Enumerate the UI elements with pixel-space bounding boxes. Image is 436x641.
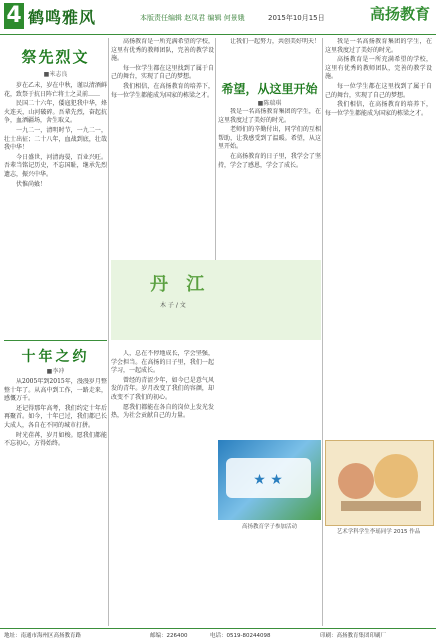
article-column-2 <box>111 38 214 258</box>
article-paragraph: 高扬教育是一所充满希望的学校，这里有优秀的教师团队，完善的教学设施。 <box>325 56 432 81</box>
article-paragraph: 从2005年到2015年，漫漫岁月整整十年了。从高中到工作，一路走来，感慨万千。 <box>4 378 107 403</box>
footer-postcode: 邮编：226400 <box>150 633 188 639</box>
article-paragraph: 时光荏苒，岁月如梭。愿我们都能不忘初心，方得始终。 <box>4 431 107 448</box>
article-paragraph: 让我们一起努力，共创美好明天！ <box>230 38 321 45</box>
artwork-label: 艺术学科学生李瑶同学 2015 作品 <box>336 529 421 535</box>
section-divider <box>4 340 107 341</box>
footer-phone: 电话：0519-80244098 <box>210 633 271 639</box>
article-paragraph: 愿我们都能在各自的岗位上发光发热，为社会贡献自己的力量。 <box>111 403 214 420</box>
article-paragraph: 岁在乙未，岁在中秋，谨以清酒鲜花，致祭于抗日阵亡将士之灵前…… <box>4 82 107 98</box>
poem-banner <box>111 260 321 340</box>
article-paragraph: 在高扬教育的日子里，我学会了坚持，学会了感恩，学会了成长。 <box>218 152 321 169</box>
artwork-illustration <box>326 441 433 525</box>
article-paragraph: 伏惟尚飨！ <box>16 180 47 188</box>
lower-article-col <box>111 350 214 422</box>
page-number: 4 <box>4 3 24 29</box>
article-paragraph: 人，总在不停地成长，学会坚强，学会担当。在高扬的日子里，我们一起学习，一起成长。 <box>111 350 214 375</box>
article-body <box>218 108 321 256</box>
masthead <box>0 0 436 35</box>
article-title: 十年之约 <box>21 349 90 365</box>
article-paragraph: 我们相信，在高扬教育的培养下，每一位学生都能成为国家的栋梁之才。 <box>325 101 432 117</box>
article-paragraph: 还记得那年高考，我们约定十年后再聚首。如今，十年已过，我们都已长大成人，各自在不同的城市打拼。 <box>4 404 107 429</box>
article-paragraph: 我是一名高扬教育集团的学生，在这里我度过了美好的时光。 <box>325 38 432 54</box>
publisher-logo: 高扬教育 <box>369 5 430 23</box>
footer-print: 印刷：高扬教育集团印刷厂 <box>320 633 387 639</box>
article-column-4 <box>325 38 432 434</box>
article-byline: ■李冲 <box>46 368 65 375</box>
article-byline: ■米志良 <box>43 71 68 78</box>
article-paragraph: 每一位学生都在这里找到了属于自己的舞台，实现了自己的梦想。 <box>325 82 432 99</box>
student-artwork <box>325 440 434 526</box>
issue-date: 2015年10月15日 <box>268 14 325 22</box>
article-paragraph: 民国二十六年，倭寇犯我中华，烽火连天，山河破碎。吾辈先烈，奋起抗争，血洒疆场，舍生取义。 <box>4 100 107 125</box>
page-footer <box>0 628 436 641</box>
newspaper-brand: 鹤鸣雅风 <box>28 8 97 27</box>
article-paragraph: 我们相信，在高扬教育的培养下，每一位学生都能成为国家的栋梁之才。 <box>111 82 214 99</box>
article-column-3-top <box>218 38 321 78</box>
column-divider <box>108 38 109 626</box>
editor-line: 本版责任编辑 赵凤君 编辑 何景娥 <box>140 14 245 22</box>
article-body <box>4 378 107 626</box>
article-paragraph: 高扬教育是一所充满希望的学校，这里有优秀的教师团队，完善的教学设施。 <box>111 38 214 63</box>
event-photo <box>218 440 321 520</box>
column-divider <box>322 38 323 626</box>
svg-text:★ ★: ★ ★ <box>253 472 283 488</box>
photo-illustration <box>218 440 321 520</box>
poem-author: 木 子 / 文 <box>160 302 186 309</box>
article-paragraph: 今日盛世，河清海晏，百业兴旺。吾辈当铭记历史，不忘国耻，继承先烈遗志，振兴中华。 <box>4 153 107 178</box>
article-title: 祭先烈文 <box>21 48 90 66</box>
article-paragraph: 我是一名高扬教育集团的学生，在这里我度过了美好的时光。 <box>218 108 321 124</box>
footer-address: 地址：南通市海州区高扬教育路 <box>4 633 82 639</box>
poem-title: 丹 江 <box>150 274 211 295</box>
article-paragraph: 每一位学生都在这里找到了属于自己的舞台，实现了自己的梦想。 <box>111 64 214 81</box>
article-paragraph: 一九二一，清明时节，一九二一，壮士出征；二十八年，血战到底，壮哉我中华！ <box>4 126 107 152</box>
article-byline: ■陈瑞琪 <box>257 100 282 107</box>
article-paragraph: 老师们的辛勤付出，同学们的互相帮助，让我感受到了温暖。希望，从这里开始。 <box>218 126 321 151</box>
photo-caption: 高扬教育学子参加活动 <box>241 524 297 530</box>
article-title: 希望，从这里开始 <box>221 82 318 96</box>
article-paragraph: 曾经的青涩少年，如今已是意气风发的青年。岁月改变了我们的容颜，却改变不了我们的初心。 <box>111 376 214 401</box>
